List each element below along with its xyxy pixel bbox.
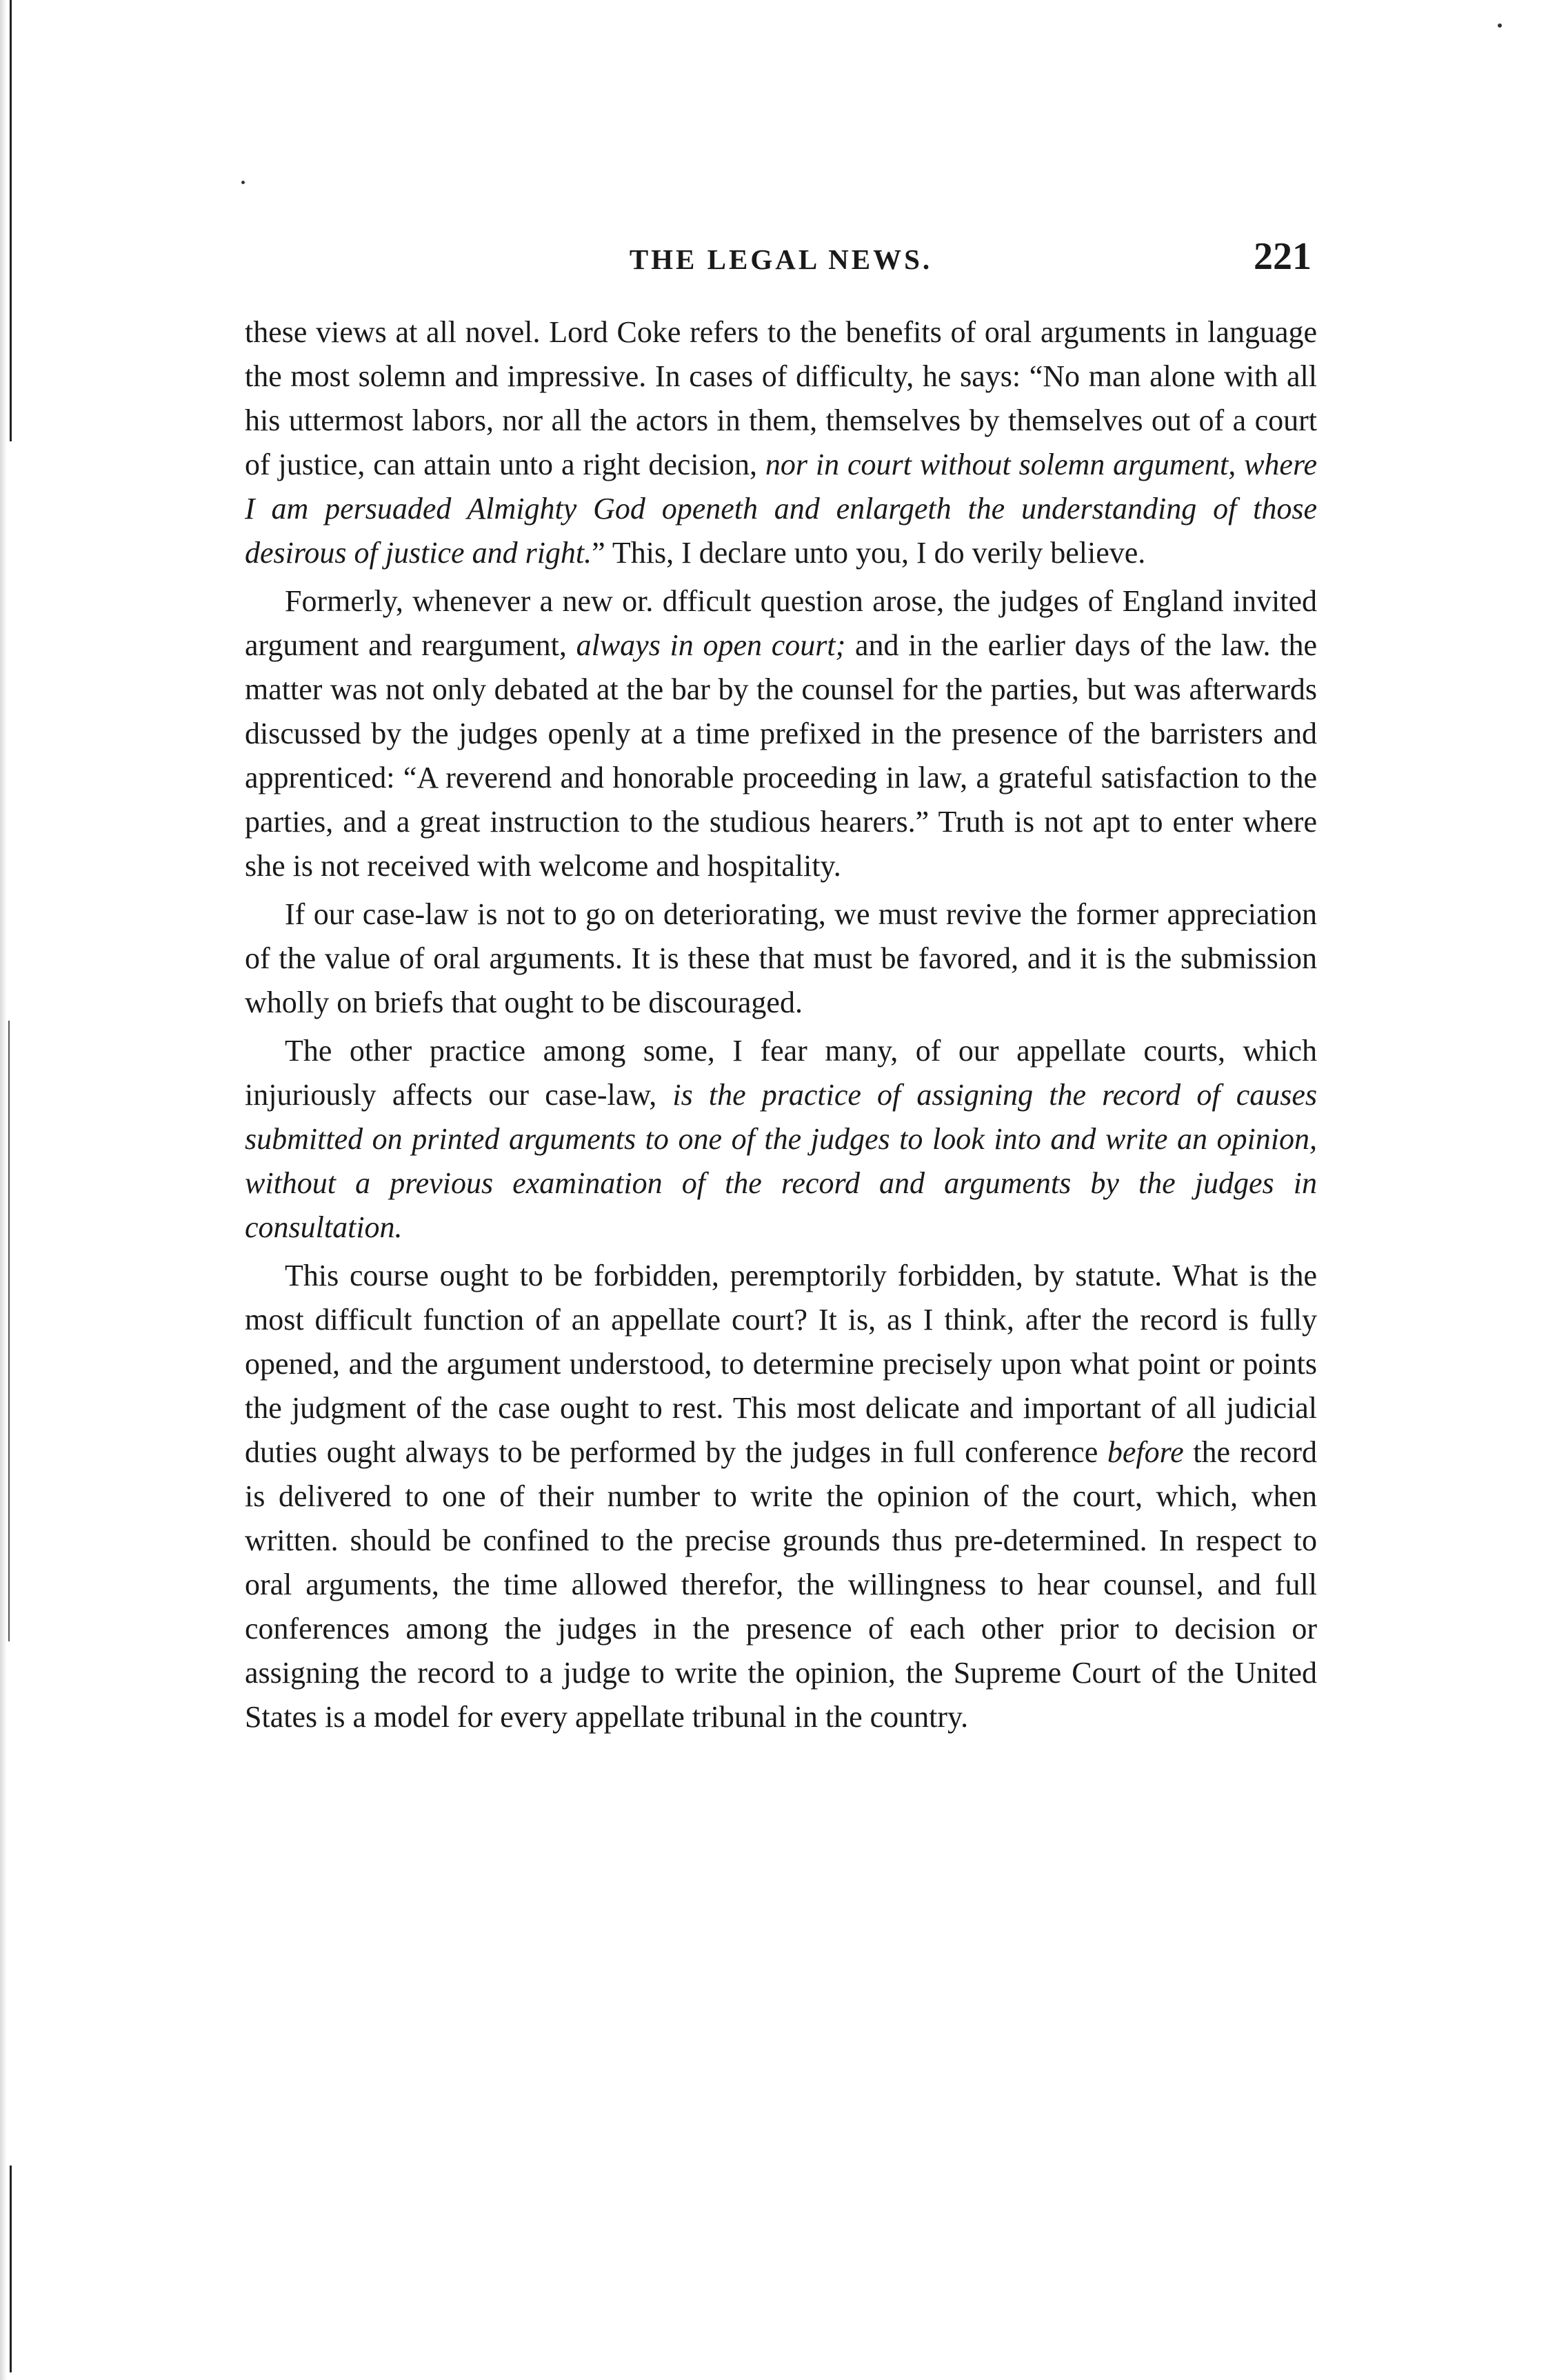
italic-text-segment: nor in court without solemn argument, where I am persuaded Almighty God openeth and enlargeth the understanding of those desirous of justice and right.	[245, 448, 1317, 570]
scan-edge	[0, 0, 7, 2380]
italic-text-segment: always in open court;	[576, 628, 846, 662]
stray-ink-mark	[1498, 23, 1502, 28]
text-segment: If our case-law is not to go on deteriorating, we must revive the former appreciation of the value of oral arguments. It is these that must be favored, and it is the submission wholly on briefs that ought to be discouraged.	[245, 897, 1317, 1019]
text-segment: and in the earlier days of the law. the matter was not only debated at the bar by the counsel for the parties, but was afterwards discussed by the judges openly at a time prefixed in the presence of the barristers and apprenticed: “A reverend and honorable proceeding in law, a grateful satisfaction to the parties, and a great instruction to the studious hearers.” Truth is not apt to enter where she is not received with welcome and hospitality.	[245, 628, 1317, 883]
paragraph	[245, 1029, 1317, 1250]
stray-ink-mark	[241, 181, 245, 184]
text-segment: The other practice among some, I fear many, of our appellate courts, which injuriously affects our case-law,	[245, 1034, 1317, 1112]
paragraph	[245, 892, 1317, 1025]
paragraph	[245, 1254, 1317, 1739]
italic-text-segment: is the practice of assigning the record of causes submitted on printed arguments to one of the judges to look into and write an opinion, without a previous examination of the record and arguments by the judges in consultation.	[245, 1078, 1317, 1244]
text-segment: Formerly, whenever a new or. dfficult question arose, the judges of England invited argument and reargument,	[245, 584, 1317, 662]
italic-text-segment: before	[1107, 1435, 1184, 1469]
text-segment: the record is delivered to one of their number to write the opinion of the court, which, when written. should be confined to the precise grounds thus pre-determined. In respect to oral arguments, the time allowed therefor, the willingness to hear counsel, and full conferences among the judges in the presence of each other prior to decision or assigning the record to a judge to write the opinion, the Supreme Court of the United States is a model for every appellate tribunal in the country.	[245, 1435, 1317, 1734]
paragraph	[245, 579, 1317, 888]
paragraph	[245, 310, 1317, 575]
article-body	[245, 310, 1317, 1743]
binding-edge-mark	[10, 2166, 12, 2372]
text-segment: ” This, I declare unto you, I do verily believe.	[592, 536, 1146, 570]
text-segment: these views at all novel. Lord Coke refers to the benefits of oral arguments in language the most solemn and impressive. In cases of difficulty, he says: “No man alone with all his uttermost labors, nor all the actors in them, themselves by themselves out of a court of justice, can attain unto a right decision,	[245, 315, 1317, 481]
page-header	[245, 234, 1317, 290]
binding-edge-mark	[10, 0, 12, 441]
running-title: THE LEGAL NEWS.	[629, 243, 933, 275]
text-segment: This course ought to be forbidden, peremptorily forbidden, by statute. What is the most difficult function of an appellate court? It is, as I think, after the record is fully opened, and the argument understood, to determine precisely upon what point or points the judgment of the case ought to rest. This most delicate and important of all judicial duties ought always to be performed by the judges in full conference	[245, 1259, 1317, 1469]
binding-edge-mark	[8, 1021, 10, 1641]
page-number: 221	[1254, 235, 1312, 278]
